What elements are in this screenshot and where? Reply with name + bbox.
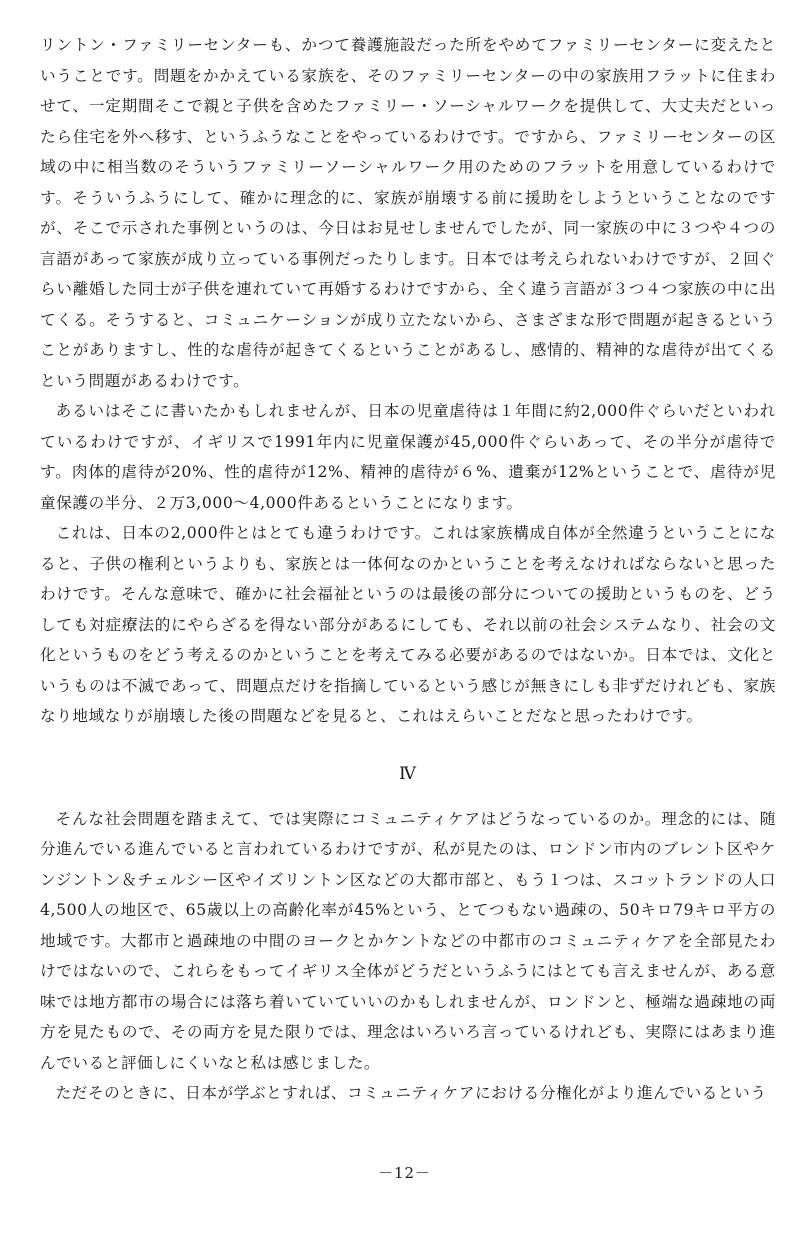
paragraph-child-abuse-statistics: あるいはそこに書いたかもしれませんが、日本の児童虐待は１年間に約2,000件ぐらいだといわれているわけですが、イギリスで1991年内に児童保護が45,000件ぐらいあって、その半分が虐待です。肉体的虐待が20%、性的虐待が12%、精神的虐待が６%、遺棄が12%ということで、虐待が児童保護の半分、２万3,000～4,000件あるということになります。: [40, 402, 776, 512]
paragraph-decentralization: ただそのときに、日本が学ぶとすれば、コミュニティケアにおける分権化がより進んでいるという: [55, 1084, 767, 1102]
page-number: －12－: [377, 1164, 432, 1182]
paragraph-community-care: そんな社会問題を踏まえて、では実際にコミュニティケアはどうなっているのか。理念的には、随分進んでいる進んでいると言われているわけですが、私が見たのは、ロンドン市内のブレント区やケンジントン＆チェルシー区やイズリントン区などの大都市部と、もう１つは、スコットランドの人口4,500人の地区で、65歳以上の高齢化率が45%という、とてつもない過疎の、50キロ79キロ平方の地域です。大都市と過疎地の中間のヨークとかケントなどの中都市のコミュニティケアを全部見たわけではないので、これらをもってイギリス全体がどうだというふうにはとても言えませんが、ある意味では地方都市の場合には落ち着いていていいのかもしれませんが、ロンドンと、極端な過疎地の両方を見たもので、その両方を見た限りでは、理念はいろいろ言っているけれども、実際にはあまり進んでいると評価しにくいなと私は感じました。: [40, 809, 776, 1072]
paragraph-family-structure: これは、日本の2,000件とはとても違うわけです。これは家族構成自体が全然違うということになると、子供の権利というよりも、家族とは一体何なのかということを考えなければならないと思ったわけです。そんな意味で、確かに社会福祉というのは最後の部分についての援助というものを、どうしても対症療法的にやらざるを得ない部分があるにしても、それ以前の社会システムなり、社会の文化というものをどう考えるのかということを考えてみる必要があるのではないか。日本では、文化というものは不滅であって、問題点だけを指摘しているという感じが無きにしも非ずだけれども、家族なり地域なりが崩壊した後の問題などを見ると、これはえらいことだなと思ったわけです。: [40, 524, 776, 725]
body-text: [40, 30, 776, 1109]
section-heading: Ⅳ: [399, 763, 417, 784]
paragraph-family-center: リントン・ファミリーセンターも、かつて養護施設だった所をやめてファミリーセンターに変えたということです。問題をかかえている家族を、そのファミリーセンターの中の家族用フラットに住まわせて、一定期間そこで親と子供を含めたファミリー・ソーシャルワークを提供して、大丈夫だといったら住宅を外へ移す、というふうなことをやっているわけです。ですから、ファミリーセンターの区域の中に相当数のそういうファミリーソーシャルワーク用のためのフラットを用意しているわけです。そういうふうにして、確かに理念的に、家族が崩壊する前に援助をしようということなのですが、そこで示された事例というのは、今日はお見せしませんでしたが、同一家族の中に３つや４つの言語があって家族が成り立っている事例だったりします。日本では考えられないわけですが、２回ぐらい離婚した同士が子供を連れていて再婚するわけですから、全く違う言語が３つ４つ家族の中に出てくる。そうすると、コミュニケーションが成り立たないから、さまざまな形で問題が起きるということがありますし、性的な虐待が起きてくるということがあるし、感情的、精神的な虐待が出てくるという問題があるわけです。: [40, 36, 776, 390]
